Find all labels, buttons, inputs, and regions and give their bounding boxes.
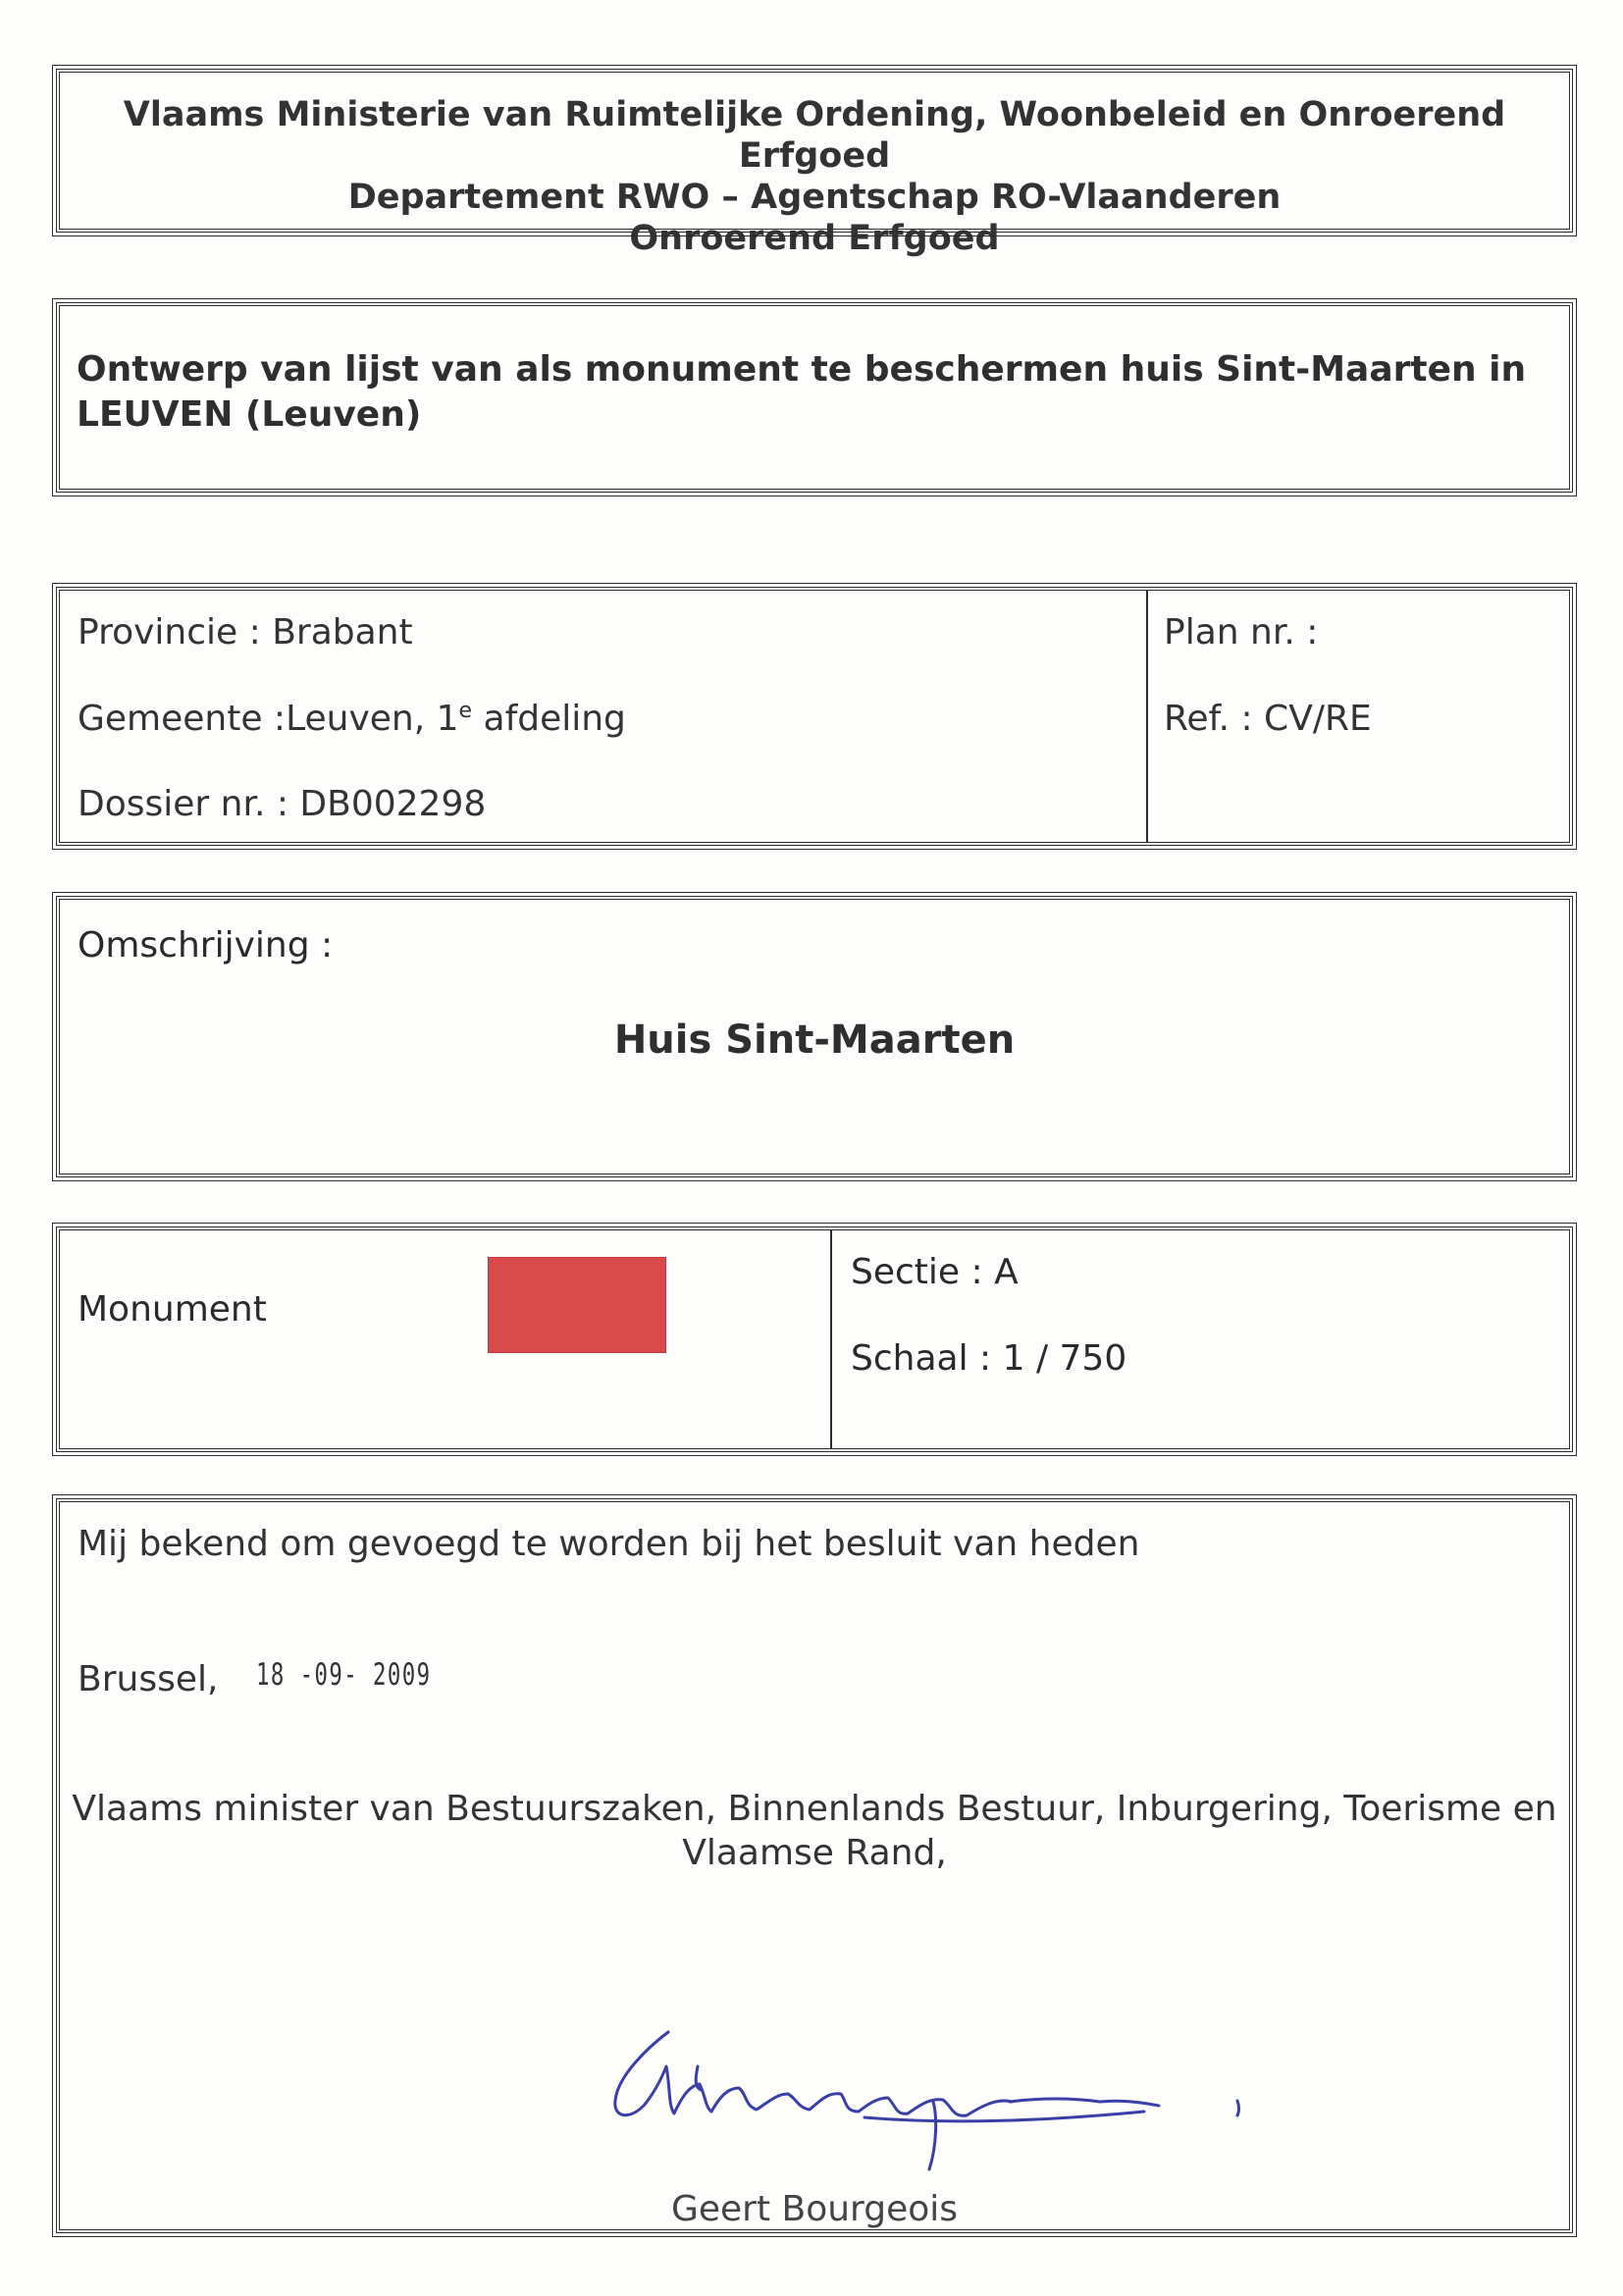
monument-legend-column (60, 1230, 832, 1448)
info-box (56, 587, 1573, 846)
header-line-3: Onroerend Erfgoed (629, 219, 1000, 258)
header-line-2: Departement RWO – Agentschap RO-Vlaanderen (347, 178, 1282, 217)
monument-label: Monument (78, 1289, 267, 1330)
statement-text: Mij bekend om gevoegd te worden bij het besluit van heden (78, 1524, 1140, 1564)
info-left-column (60, 591, 1148, 842)
plan-field: Plan nr. : (1164, 612, 1319, 652)
gemeente-suffix: afdeling (472, 699, 626, 739)
document-title: Ontwerp van lijst van als monument te beschermen huis Sint-Maarten in LEUVEN (Leuven) (77, 349, 1527, 435)
schaal-field: Schaal : 1 / 750 (851, 1338, 1127, 1379)
signature-box (56, 1498, 1573, 2233)
minister-title (60, 1787, 1569, 1875)
header-box (56, 69, 1573, 258)
sectie-field: Sectie : A (851, 1252, 1019, 1292)
provincie-field: Provincie : Brabant (78, 612, 413, 652)
place-text: Brussel, (78, 1659, 219, 1699)
minister-title-line-2: Vlaamse Rand, (682, 1833, 947, 1873)
handwritten-signature (609, 2008, 1355, 2174)
title-box (56, 302, 1573, 493)
description-label: Omschrijving : (78, 925, 334, 965)
dossier-field: Dossier nr. : DB002298 (78, 784, 487, 824)
gemeente-sup: e (458, 699, 473, 723)
monument-box (56, 1226, 1573, 1452)
monument-name: Huis Sint-Maarten (613, 1018, 1016, 1063)
date-stamp: 18 -09- 2009 (256, 1657, 432, 1693)
monument-color-swatch (488, 1257, 666, 1353)
description-box (56, 896, 1573, 1177)
gemeente-prefix: Gemeente :Leuven, 1 (78, 699, 459, 739)
gemeente-field (78, 699, 626, 739)
minister-title-line-1: Vlaams minister van Bestuurszaken, Binnenlands Bestuur, Inburgering, Toerisme en (72, 1789, 1557, 1829)
header-line-1: Vlaams Ministerie van Ruimtelijke Ordening, Woonbeleid en Onroerend Erfgoed (123, 95, 1506, 176)
signatory-name: Geert Bourgeois (670, 2189, 959, 2229)
ref-field: Ref. : CV/RE (1164, 699, 1372, 739)
